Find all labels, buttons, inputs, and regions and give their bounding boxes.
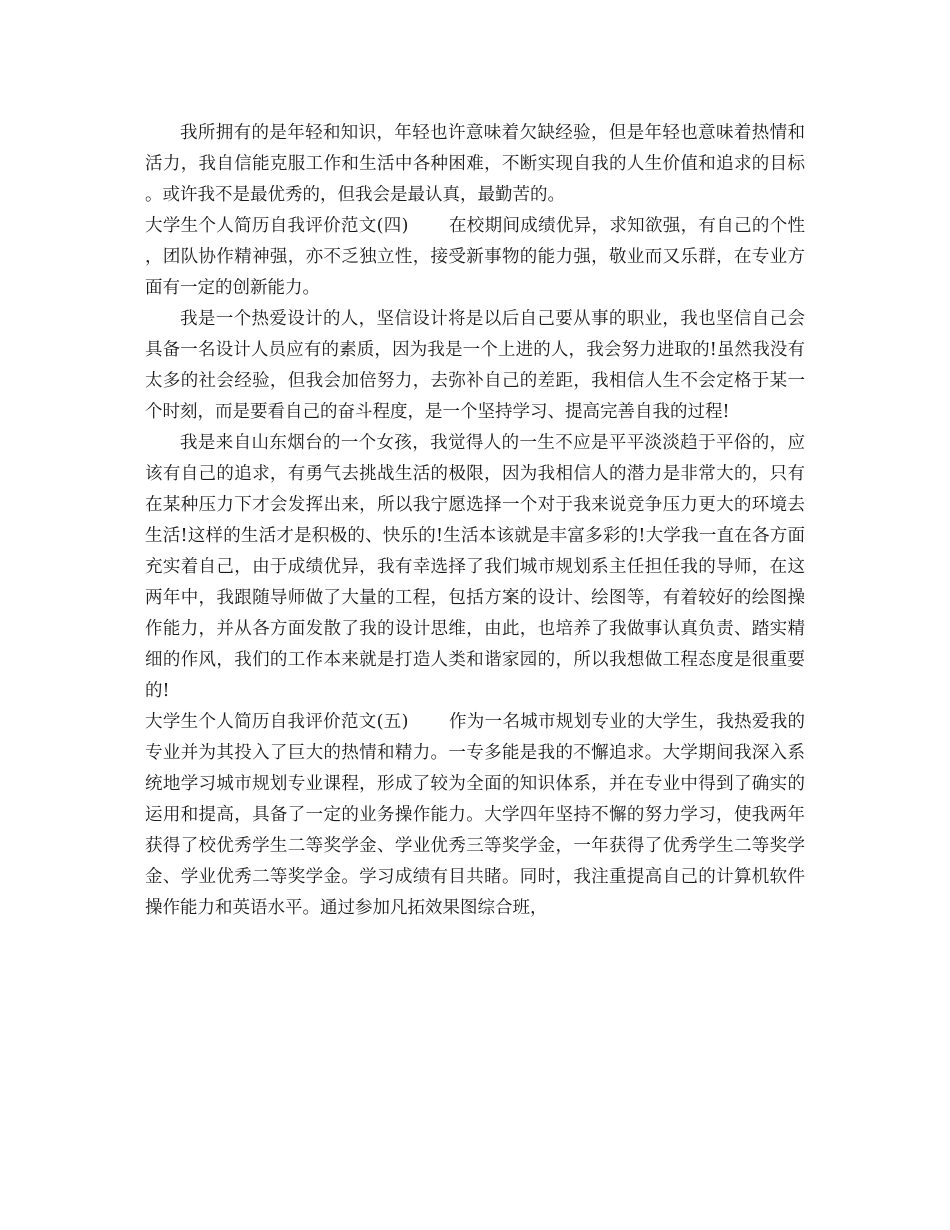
section-five [145,707,805,924]
paragraph-intro: 我所拥有的是年轻和知识，年轻也许意味着欠缺经验，但是年轻也意味着热情和活力，我自信能克服工作和生活中各种困难，不断实现自我的人生价值和追求的目标。或许我不是最优秀的，但我会是最认真，最勤苦的。 [145,123,805,205]
section-four-lead: 在校期间成绩优异，求知欲强，有自己的个性，团队协作精神强，亦不乏独立性，接受新事物的能力强，敬业而又乐群，在专业方面有一定的创新能力。 [145,216,806,298]
document-page [145,118,805,924]
paragraph-yantai: 我是来自山东烟台的一个女孩，我觉得人的一生不应是平平淡淡趋于平俗的，应该有自己的追求，有勇气去挑战生活的极限，因为我相信人的潜力是非常大的，只有在某种压力下才会发挥出来，所以我宁愿选择一个对于我来说竞争压力更大的环境去生活!这样的生活才是积极的、快乐的!生活本该就是丰富多彩的!大学我一直在各方面充实着自己，由于成绩优异，我有幸选择了我们城市规划系主任担任我的导师，在这两年中，我跟随导师做了大量的工程，包括方案的设计、绘图等，有着较好的绘图操作能力，并从各方面发散了我的设计思维，由此，也培养了我做事认真负责、踏实精细的作风，我们的工作本来就是打造人类和谐家园的，所以我想做工程态度是很重要的! [145,433,805,701]
paragraph-design: 我是一个热爱设计的人，坚信设计将是以后自己要从事的职业，我也坚信自己会具备一名设计人员应有的素质，因为我是一个上进的人，我会努力进取的!虽然我没有太多的社会经验，但我会加倍努力，去弥补自己的差距，我相信人生不会定格于某一个时刻，而是要看自己的奋斗程度，是一个坚持学习、提高完善自我的过程! [145,309,805,422]
section-five-heading: 大学生个人简历自我评价范文(五) [145,712,409,732]
section-four-heading: 大学生个人简历自我评价范文(四) [145,216,409,236]
section-five-lead: 作为一名城市规划专业的大学生，我热爱我的专业并为其投入了巨大的热情和精力。一专多能是我的不懈追求。大学期间我深入系统地学习城市规划专业课程，形成了较为全面的知识体系，并在专业中得到了确实的运用和提高，具备了一定的业务操作能力。大学四年坚持不懈的努力学习，使我两年获得了校优秀学生二等奖学金、学业优秀三等奖学金，一年获得了优秀学生二等奖学金、学业优秀二等奖学金。学习成绩有目共睹。同时，我注重提高自己的计算机软件操作能力和英语水平。通过参加凡拓效果图综合班， [145,712,806,918]
section-four [145,211,805,304]
